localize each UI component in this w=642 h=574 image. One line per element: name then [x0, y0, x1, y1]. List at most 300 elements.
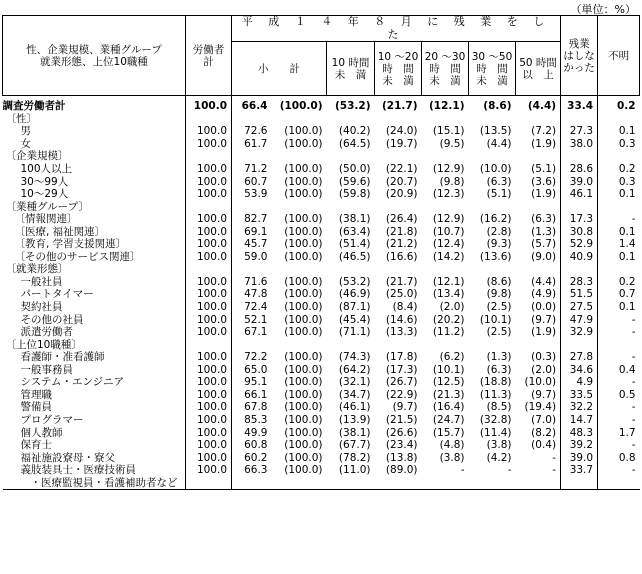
cell-value: 0.3: [598, 176, 640, 189]
cell-value: (100.0): [284, 213, 323, 226]
cell-value: 39.0: [561, 452, 598, 465]
cell-value: (13.9): [338, 413, 371, 426]
table-row: [3, 477, 640, 490]
cell-value: (10.7): [432, 225, 465, 238]
cell-value: (32.1): [338, 376, 371, 389]
subtotal-header: 小 計: [232, 42, 327, 96]
cell-value: (100.0): [284, 464, 323, 477]
cell-value: 72.2: [232, 351, 272, 364]
row-label: 福祉施設寮母・寮父: [20, 451, 115, 464]
cell-value: 45.7: [232, 238, 272, 251]
no-overtime-header: 残業 はしな かった: [561, 16, 598, 96]
cell-value: [186, 201, 232, 214]
cell-value: (12.1): [432, 275, 465, 288]
cell-value: (16.6): [385, 250, 418, 263]
category-row: [3, 113, 640, 126]
cell-value: [561, 477, 598, 490]
cell-value: -: [598, 351, 640, 364]
cell-value: (22.1): [385, 163, 418, 176]
cell-value: (8.4): [392, 301, 418, 314]
cell-value: 28.3: [561, 276, 598, 289]
cell-value: [516, 263, 561, 276]
cell-value: (9.8): [439, 175, 465, 188]
table-row: [3, 439, 640, 452]
cell-value: (15.1): [432, 125, 465, 138]
cell-value: (11.0): [338, 464, 371, 477]
table-row: [3, 188, 640, 201]
cell-value: (38.1): [338, 213, 371, 226]
row-label: 〔上位10職種〕: [5, 338, 82, 351]
table-body: [3, 96, 640, 490]
cell-value: (87.1): [338, 301, 371, 314]
cell-value: (22.9): [385, 388, 418, 401]
cell-value: 0.3: [598, 138, 640, 151]
cell-value: [327, 201, 375, 214]
table-row: [3, 351, 640, 364]
cell-value: [375, 150, 422, 163]
h30-50-header: 30 ～50 時 間 未 満: [469, 42, 516, 96]
cell-value: [561, 339, 598, 352]
cell-value: (1.9): [531, 188, 557, 201]
cell-value: 100.0: [186, 163, 232, 176]
cell-value: (9.7): [531, 388, 557, 401]
cell-value: (7.0): [531, 413, 557, 426]
row-label: 100人以上: [20, 163, 73, 176]
cell-value: 0.2: [598, 96, 640, 113]
cell-value: (59.8): [338, 188, 371, 201]
cell-value: 1.7: [598, 427, 640, 440]
table-row: [3, 364, 640, 377]
cell-value: 48.3: [561, 427, 598, 440]
cell-value: [469, 201, 516, 214]
cell-value: (100.0): [284, 188, 323, 201]
h20-30-header: 20 ～30 時 間 未 満: [422, 42, 469, 96]
cell-value: [561, 150, 598, 163]
overtime-group-header: 平 成 １ ４ 年 ８ 月 に 残 業 を し た: [232, 16, 561, 42]
cell-value: (100.0): [284, 175, 323, 188]
row-label: 〔医療, 福祉関連〕: [14, 225, 106, 238]
cell-value: -: [552, 451, 557, 464]
cell-value: (8.6): [486, 275, 512, 288]
cell-value: 100.0: [186, 314, 232, 327]
table-header: [3, 16, 640, 96]
cell-value: 72.6: [232, 125, 272, 138]
cell-value: (13.4): [432, 288, 465, 301]
cell-value: (10.0): [524, 376, 557, 389]
cell-value: [327, 113, 375, 126]
category-row: [3, 339, 640, 352]
cell-value: 100.0: [186, 276, 232, 289]
cell-value: -: [598, 376, 640, 389]
cell-value: [327, 150, 375, 163]
cell-value: (64.5): [338, 137, 371, 150]
cell-value: (100.0): [284, 401, 323, 414]
cell-value: (45.4): [338, 313, 371, 326]
cell-value: (1.3): [486, 351, 512, 364]
cell-value: (20.7): [385, 175, 418, 188]
row-label: 男: [20, 125, 31, 138]
h50plus-header: 50 時間 以 上: [516, 42, 561, 96]
cell-value: 39.0: [561, 176, 598, 189]
cell-value: (51.4): [338, 238, 371, 251]
cell-value: [327, 339, 375, 352]
cell-value: [598, 477, 640, 490]
cell-value: (11.2): [432, 326, 465, 339]
cell-value: (4.4): [486, 137, 512, 150]
table-row: [3, 163, 640, 176]
cell-value: (100.0): [279, 100, 323, 113]
row-label: 〔情報関連〕: [14, 213, 78, 226]
cell-value: (100.0): [284, 313, 323, 326]
row-label: プログラマー: [20, 413, 84, 426]
cell-value: [375, 263, 422, 276]
cell-value: 71.2: [232, 163, 272, 176]
cell-value: 60.8: [232, 439, 272, 452]
cell-value: 100.0: [186, 213, 232, 226]
table-row: [3, 314, 640, 327]
cell-value: (32.8): [479, 413, 512, 426]
table-row: [3, 176, 640, 189]
table-row: [3, 464, 640, 477]
cell-value: (71.1): [338, 326, 371, 339]
cell-value: [186, 113, 232, 126]
cell-value: (15.7): [432, 426, 465, 439]
cell-value: (12.4): [432, 238, 465, 251]
cell-value: [232, 339, 272, 352]
row-label: 看護師・准看護師: [20, 351, 105, 364]
cell-value: (64.2): [338, 363, 371, 376]
h10-20-header: 10 ～20 時 間 未 満: [375, 42, 422, 96]
cell-value: [598, 339, 640, 352]
cell-value: (59.6): [338, 175, 371, 188]
cell-value: 0.7: [598, 288, 640, 301]
cell-value: -: [598, 414, 640, 427]
cell-value: (13.5): [479, 125, 512, 138]
cell-value: 0.4: [598, 364, 640, 377]
cell-value: [516, 477, 561, 490]
cell-value: (100.0): [284, 439, 323, 452]
table-row: [3, 213, 640, 226]
cell-value: (8.6): [483, 100, 512, 113]
cell-value: (100.0): [284, 125, 323, 138]
cell-value: (24.0): [385, 125, 418, 138]
cell-value: (100.0): [284, 238, 323, 251]
cell-value: (0.0): [531, 301, 557, 314]
cell-value: (67.7): [338, 439, 371, 452]
row-label: 〔業種グループ〕: [5, 200, 89, 213]
cell-value: (2.5): [486, 326, 512, 339]
table-row: [3, 276, 640, 289]
cell-value: [469, 339, 516, 352]
cell-value: (25.0): [385, 288, 418, 301]
cell-value: 0.8: [598, 452, 640, 465]
row-label: その他の社員: [20, 313, 84, 326]
cell-value: (9.3): [486, 238, 512, 251]
cell-value: (26.7): [385, 376, 418, 389]
cell-value: 52.1: [232, 314, 272, 327]
cell-value: [561, 263, 598, 276]
cell-value: (9.8): [486, 288, 512, 301]
cell-value: (12.3): [432, 188, 465, 201]
cell-value: [375, 477, 422, 490]
cell-value: (17.8): [385, 351, 418, 364]
cell-value: 49.9: [232, 427, 272, 440]
cell-value: 100.0: [186, 125, 232, 138]
cell-value: (21.7): [385, 275, 418, 288]
cell-value: [516, 201, 561, 214]
cell-value: (2.0): [439, 301, 465, 314]
cell-value: (53.2): [338, 275, 371, 288]
row-label: ・医療監視員・看護補助者など: [3, 477, 186, 490]
cell-value: (2.0): [531, 363, 557, 376]
cell-value: (2.5): [486, 301, 512, 314]
cell-value: [186, 339, 232, 352]
cell-value: 38.0: [561, 138, 598, 151]
cell-value: (6.3): [531, 213, 557, 226]
cell-value: 0.1: [598, 226, 640, 239]
category-row: [3, 150, 640, 163]
cell-value: [422, 263, 469, 276]
cell-value: [422, 113, 469, 126]
cell-value: (21.7): [381, 100, 418, 113]
cell-value: 85.3: [232, 414, 272, 427]
row-label: 〔就業形態〕: [5, 263, 69, 276]
cell-value: (9.7): [392, 401, 418, 414]
table-row: [3, 226, 640, 239]
cell-value: [469, 263, 516, 276]
cell-value: (100.0): [284, 301, 323, 314]
cell-value: (100.0): [284, 351, 323, 364]
row-label: 警備員: [20, 401, 52, 414]
cell-value: 100.0: [186, 96, 232, 113]
cell-value: -: [598, 314, 640, 327]
cell-value: (19.7): [385, 137, 418, 150]
cell-value: [272, 113, 327, 126]
cell-value: [327, 477, 375, 490]
row-label: 調査労働者計: [2, 100, 66, 113]
cell-value: 72.4: [232, 301, 272, 314]
cell-value: 100.0: [186, 176, 232, 189]
cell-value: [598, 263, 640, 276]
cell-value: [469, 477, 516, 490]
cell-value: [375, 339, 422, 352]
cell-value: (100.0): [284, 388, 323, 401]
cell-value: (46.5): [338, 250, 371, 263]
cell-value: (4.4): [531, 275, 557, 288]
unknown-header: 不明: [598, 16, 640, 96]
cell-value: 61.7: [232, 138, 272, 151]
cell-value: [516, 150, 561, 163]
cell-value: (20.9): [385, 188, 418, 201]
cell-value: 100.0: [186, 376, 232, 389]
cell-value: (8.5): [486, 401, 512, 414]
cell-value: (12.1): [428, 100, 465, 113]
cell-value: 28.6: [561, 163, 598, 176]
cell-value: (100.0): [284, 275, 323, 288]
cell-value: 65.0: [232, 364, 272, 377]
table-row: [3, 427, 640, 440]
cell-value: 33.5: [561, 389, 598, 402]
table-row: [3, 389, 640, 402]
cell-value: (100.0): [284, 326, 323, 339]
cell-value: 100.0: [186, 439, 232, 452]
cell-value: 0.2: [598, 163, 640, 176]
cell-value: [272, 150, 327, 163]
cell-value: 27.5: [561, 301, 598, 314]
cell-value: 39.2: [561, 439, 598, 452]
cell-value: (46.1): [338, 401, 371, 414]
cell-value: (1.3): [531, 225, 557, 238]
row-label: 〔企業規模〕: [5, 150, 69, 163]
workers-line2: 計: [203, 55, 214, 68]
cell-value: (9.5): [439, 137, 465, 150]
cell-value: [272, 201, 327, 214]
cell-value: [375, 113, 422, 126]
cell-value: 100.0: [186, 326, 232, 339]
cell-value: (34.7): [338, 388, 371, 401]
row-label: システム・エンジニア: [20, 376, 125, 389]
cell-value: (4.4): [527, 100, 557, 113]
cell-value: 66.1: [232, 389, 272, 402]
cell-value: [422, 477, 469, 490]
cell-value: (5.1): [486, 188, 512, 201]
cell-value: 67.8: [232, 401, 272, 414]
cell-value: (16.2): [479, 213, 512, 226]
cell-value: -: [552, 464, 557, 477]
table-row: [3, 96, 640, 113]
cell-value: 100.0: [186, 288, 232, 301]
cell-value: 100.0: [186, 401, 232, 414]
cell-value: (10.1): [479, 313, 512, 326]
cell-value: 66.3: [232, 464, 272, 477]
cell-value: (2.8): [486, 225, 512, 238]
cell-value: (100.0): [284, 250, 323, 263]
table-row: [3, 452, 640, 465]
cell-value: 60.2: [232, 452, 272, 465]
cell-value: (74.3): [338, 351, 371, 364]
cell-value: (9.7): [531, 313, 557, 326]
cell-value: 100.0: [186, 301, 232, 314]
cell-value: 0.2: [598, 276, 640, 289]
table-row: [3, 376, 640, 389]
cell-value: 69.1: [232, 226, 272, 239]
cell-value: 40.9: [561, 251, 598, 264]
cell-value: (6.3): [486, 175, 512, 188]
cell-value: (46.9): [338, 288, 371, 301]
cell-value: [561, 201, 598, 214]
cell-value: (18.8): [479, 376, 512, 389]
cell-value: (17.3): [385, 363, 418, 376]
row-label: 義肢装具士・医療技術員: [20, 464, 136, 477]
cell-value: 33.4: [561, 96, 598, 113]
row-label: 一般社員: [20, 275, 63, 288]
category-row: [3, 263, 640, 276]
cell-value: (100.0): [284, 288, 323, 301]
row-label: 保育士: [20, 439, 52, 452]
cell-value: (26.6): [385, 426, 418, 439]
row-label: 契約社員: [20, 301, 63, 314]
cell-value: (7.2): [531, 125, 557, 138]
cell-value: 1.4: [598, 238, 640, 251]
row-label: 管理職: [20, 388, 52, 401]
cell-value: 59.0: [232, 251, 272, 264]
cell-value: -: [598, 439, 640, 452]
cell-value: 60.7: [232, 176, 272, 189]
cell-value: 33.7: [561, 464, 598, 477]
cell-value: (8.2): [531, 426, 557, 439]
cell-value: [598, 201, 640, 214]
table-row: [3, 238, 640, 251]
cell-value: [516, 113, 561, 126]
cell-value: 100.0: [186, 188, 232, 201]
cell-value: (100.0): [284, 225, 323, 238]
cell-value: 82.7: [232, 213, 272, 226]
table-row: [3, 401, 640, 414]
cell-value: (14.6): [385, 313, 418, 326]
cell-value: 0.1: [598, 125, 640, 138]
cell-value: (11.4): [479, 426, 512, 439]
row-label: 〔教育, 学習支援関連〕: [14, 238, 127, 251]
cell-value: 95.1: [232, 376, 272, 389]
cell-value: (63.4): [338, 225, 371, 238]
cell-value: -: [507, 464, 512, 477]
cell-value: (26.4): [385, 213, 418, 226]
cell-value: 0.5: [598, 389, 640, 402]
category-row: [3, 201, 640, 214]
cell-value: 53.9: [232, 188, 272, 201]
cell-value: 100.0: [186, 452, 232, 465]
cell-value: [598, 113, 640, 126]
table-row: [3, 326, 640, 339]
cell-value: (10.1): [432, 363, 465, 376]
cell-value: 100.0: [186, 389, 232, 402]
cell-value: 100.0: [186, 138, 232, 151]
cell-value: (21.2): [385, 238, 418, 251]
cell-value: [232, 263, 272, 276]
cell-value: [272, 477, 327, 490]
cell-value: [232, 113, 272, 126]
cell-value: (4.8): [439, 439, 465, 452]
cell-value: (9.0): [531, 250, 557, 263]
cell-value: [469, 113, 516, 126]
cell-value: [375, 201, 422, 214]
cell-value: [422, 339, 469, 352]
cell-value: (14.2): [432, 250, 465, 263]
cell-value: (100.0): [284, 426, 323, 439]
cell-value: (89.0): [385, 464, 418, 477]
cell-value: 47.8: [232, 288, 272, 301]
cell-value: 100.0: [186, 414, 232, 427]
cell-value: (21.3): [432, 388, 465, 401]
cell-value: 27.3: [561, 125, 598, 138]
cell-value: -: [598, 401, 640, 414]
cell-value: 100.0: [186, 464, 232, 477]
cell-value: 30.8: [561, 226, 598, 239]
row-label: 個人教師: [20, 426, 63, 439]
cell-value: (100.0): [284, 363, 323, 376]
table-row: [3, 414, 640, 427]
cell-value: -: [598, 213, 640, 226]
cell-value: 4.9: [561, 376, 598, 389]
table-row: [3, 125, 640, 138]
cell-value: 66.4: [232, 96, 272, 113]
cell-value: 46.1: [561, 188, 598, 201]
cell-value: -: [598, 326, 640, 339]
cell-value: 100.0: [186, 364, 232, 377]
cell-value: 51.5: [561, 288, 598, 301]
cell-value: (100.0): [284, 163, 323, 176]
cell-value: (100.0): [284, 137, 323, 150]
